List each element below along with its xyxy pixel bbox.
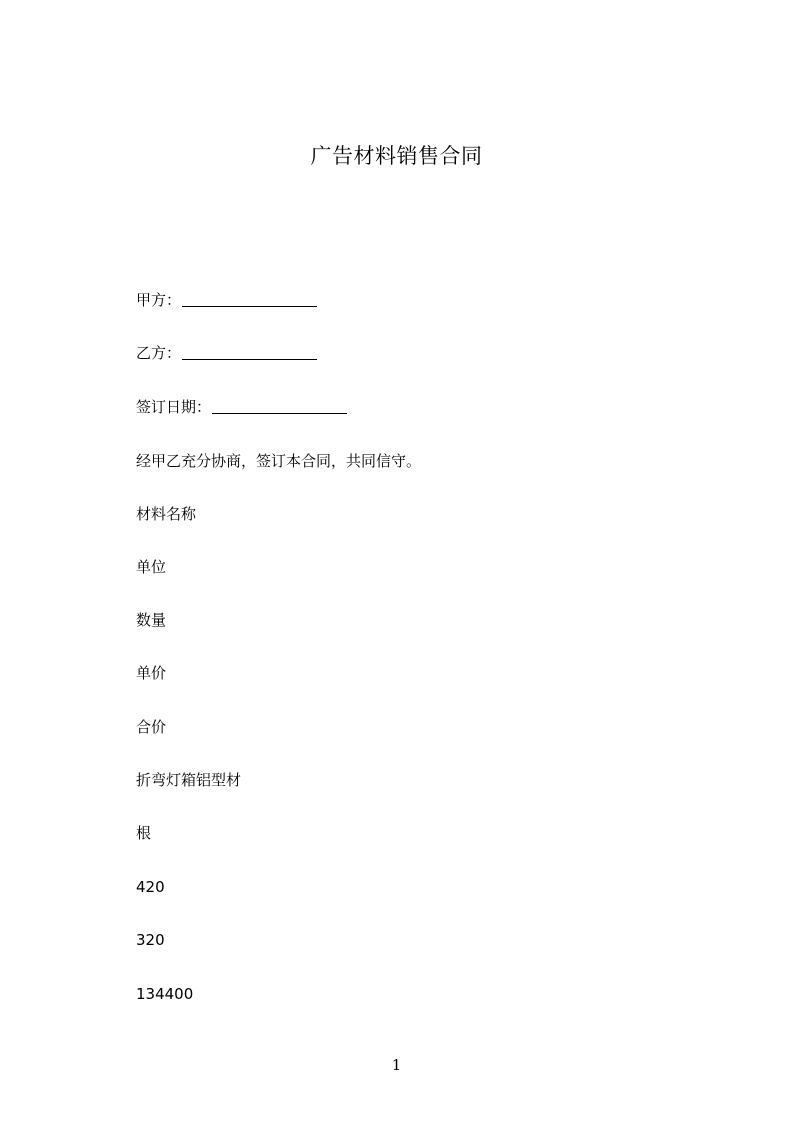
table-header-total-price: 合价 (136, 718, 167, 736)
party-b-line (136, 342, 317, 364)
table-cell-quantity: 420 (136, 878, 165, 896)
party-a-label: 甲方： (136, 291, 182, 309)
party-a-blank (182, 292, 317, 307)
table-header-unit-price: 单价 (136, 664, 167, 682)
table-header-unit: 单位 (136, 558, 167, 576)
page-number: 1 (391, 1056, 402, 1074)
table-header-quantity: 数量 (136, 611, 167, 629)
intro-paragraph: 经甲乙充分协商，签订本合同，共同信守。 (136, 452, 422, 470)
party-b-label: 乙方： (136, 344, 182, 362)
party-b-blank (182, 345, 317, 360)
table-cell-unit: 根 (136, 824, 152, 842)
table-cell-unit-price: 320 (136, 931, 165, 949)
table-header-material-name: 材料名称 (136, 505, 197, 523)
party-a-line (136, 289, 317, 311)
document-title: 广告材料销售合同 (310, 144, 483, 168)
sign-date-label: 签订日期： (136, 398, 212, 416)
sign-date-line (136, 396, 347, 418)
sign-date-blank (212, 399, 347, 414)
table-cell-total-price: 134400 (136, 985, 194, 1003)
table-cell-material-name: 折弯灯箱铝型材 (136, 771, 242, 789)
